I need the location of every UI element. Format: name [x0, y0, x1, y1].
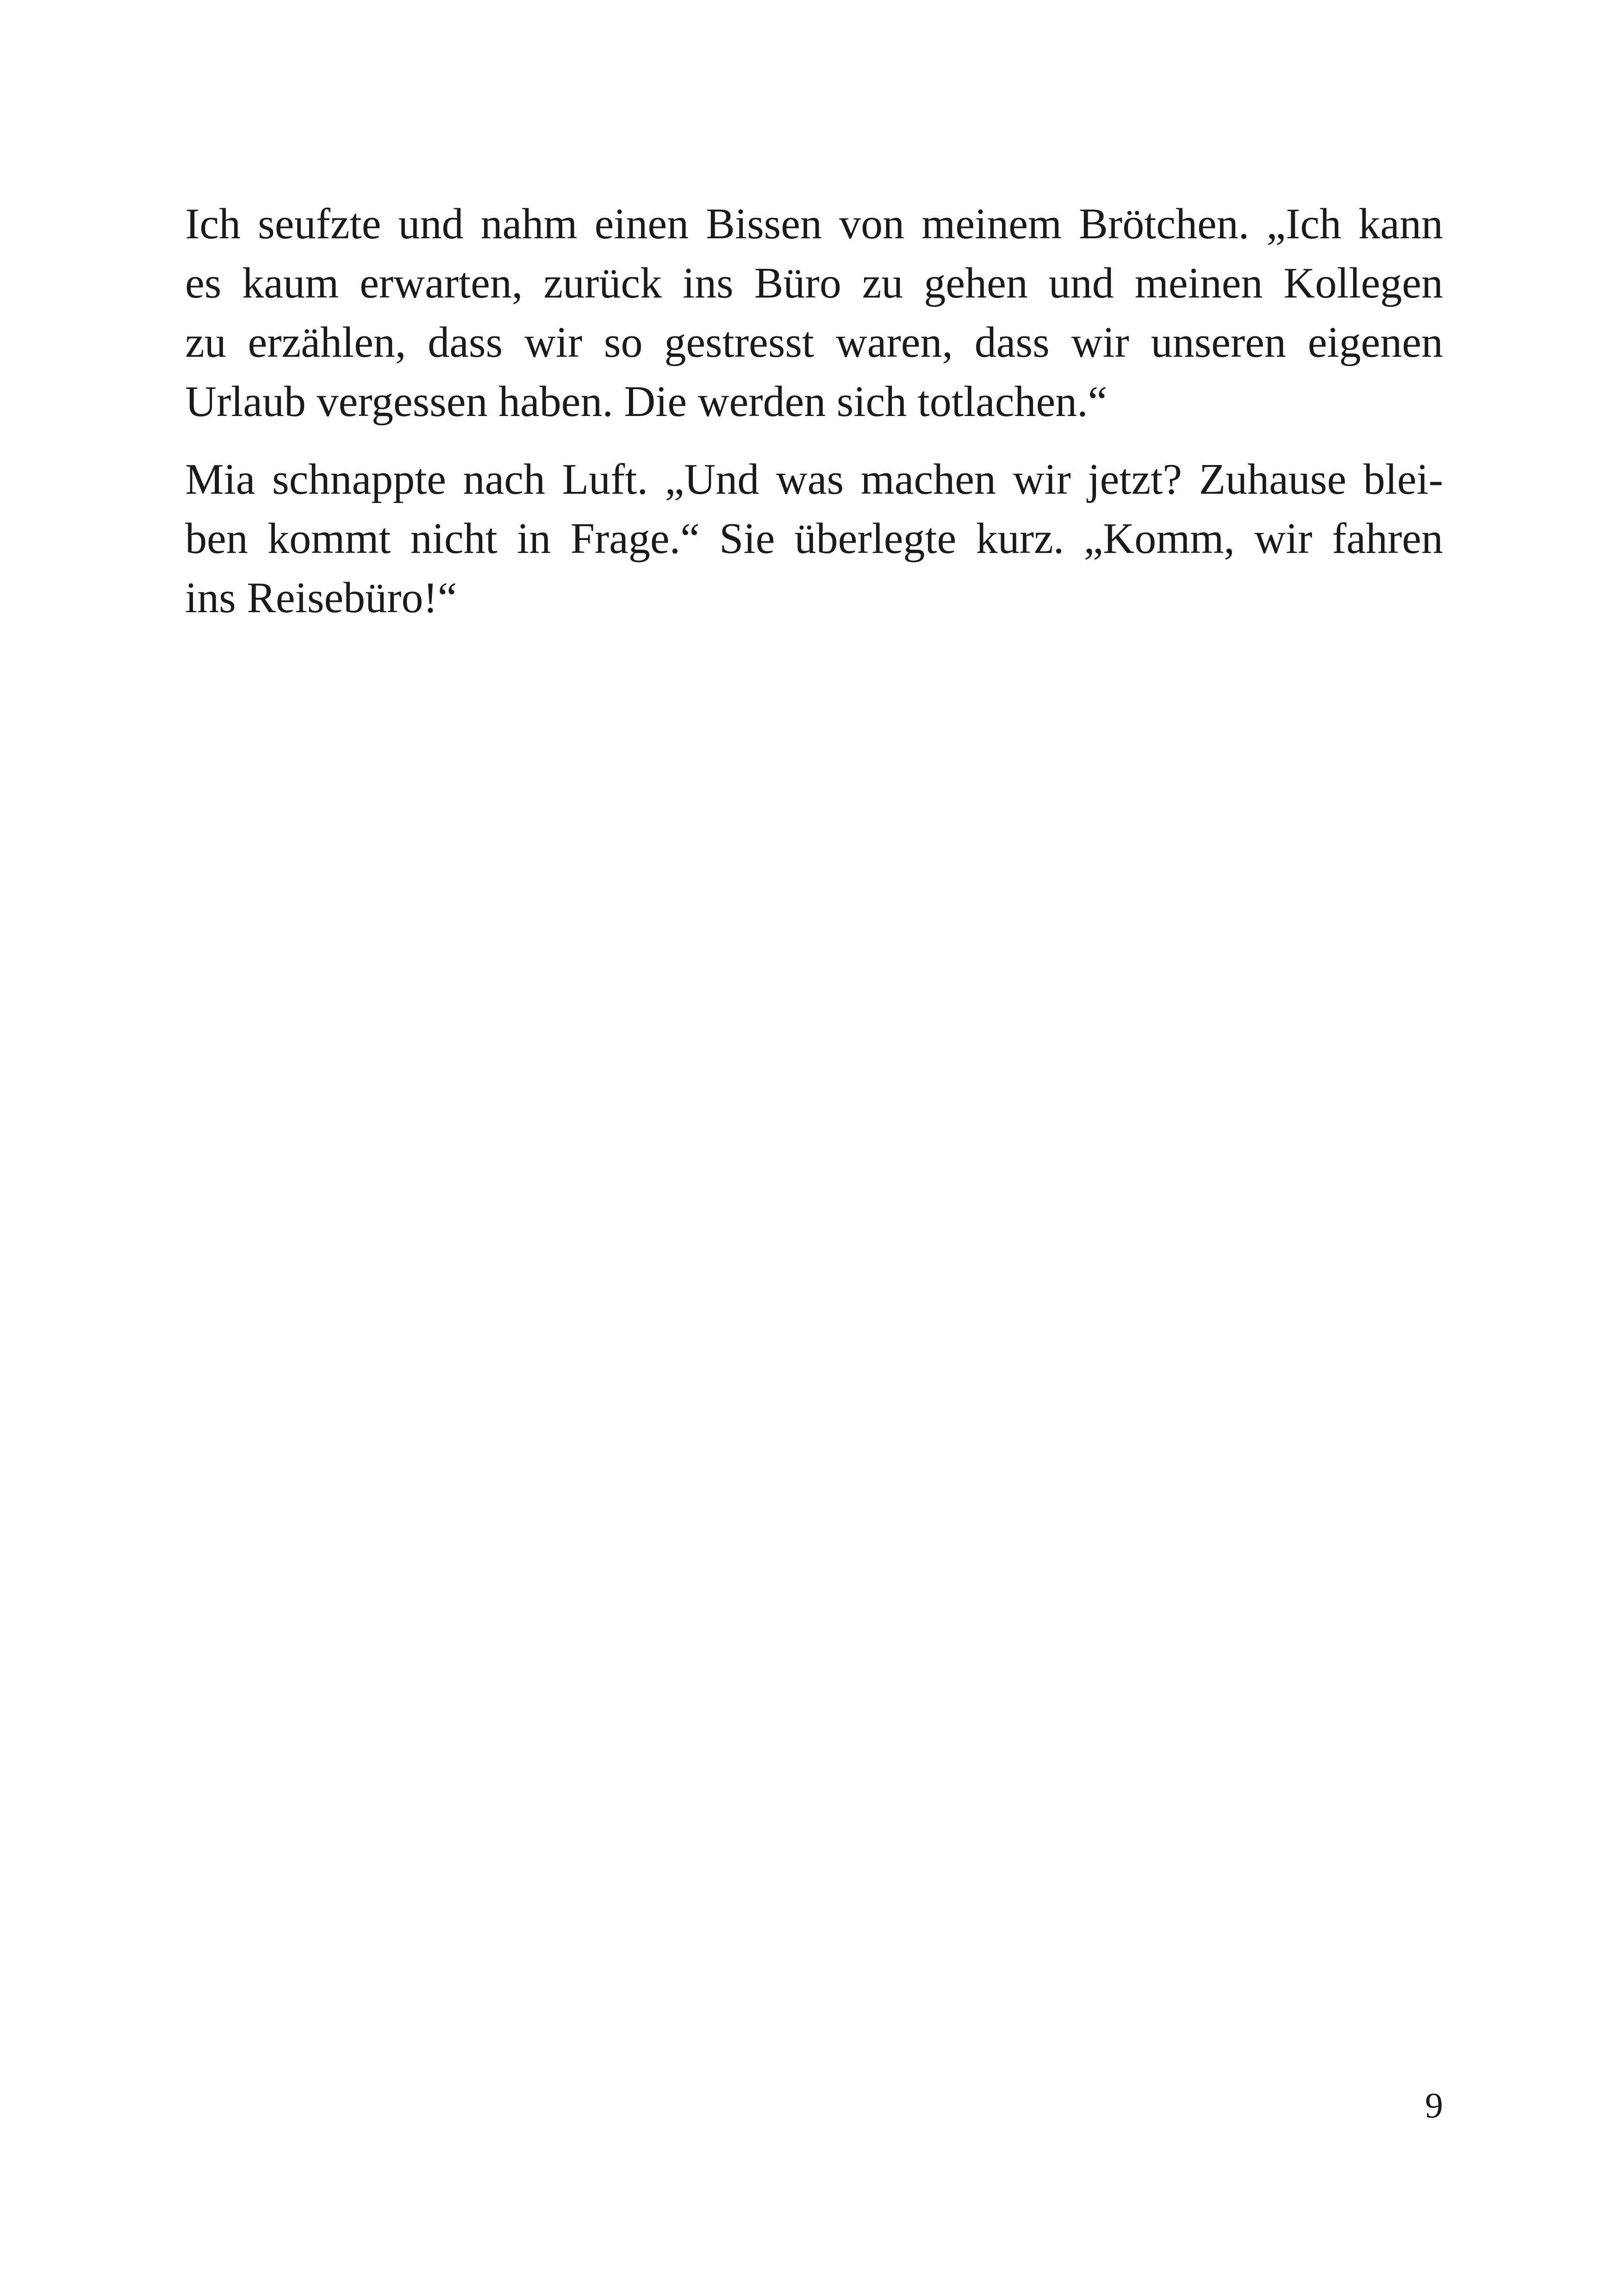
text-line: ins Reisebüro!“	[185, 574, 457, 622]
text-line: Mia schnappte nach Luft. „Und was machen wir jetzt? Zuhause blei-	[185, 455, 1443, 503]
text-line: zu erzählen, dass wir so gestresst waren, dass wir unseren eigenen	[185, 318, 1443, 366]
text-line: es kaum erwarten, zurück ins Büro zu gehen und meinen Kollegen	[185, 259, 1443, 307]
text-line: Ich seufzte und nahm einen Bissen von meinem Brötchen. „Ich kann	[185, 200, 1443, 248]
paragraph	[185, 194, 1443, 431]
text-line: Urlaub vergessen haben. Die werden sich totlachen.“	[185, 378, 1108, 426]
page-number: 9	[1425, 2085, 1443, 2125]
text-line: ben kommt nicht in Frage.“ Sie überlegte kurz. „Komm, wir fahren	[185, 515, 1443, 563]
paragraph	[185, 450, 1443, 627]
body-text	[185, 194, 1443, 646]
